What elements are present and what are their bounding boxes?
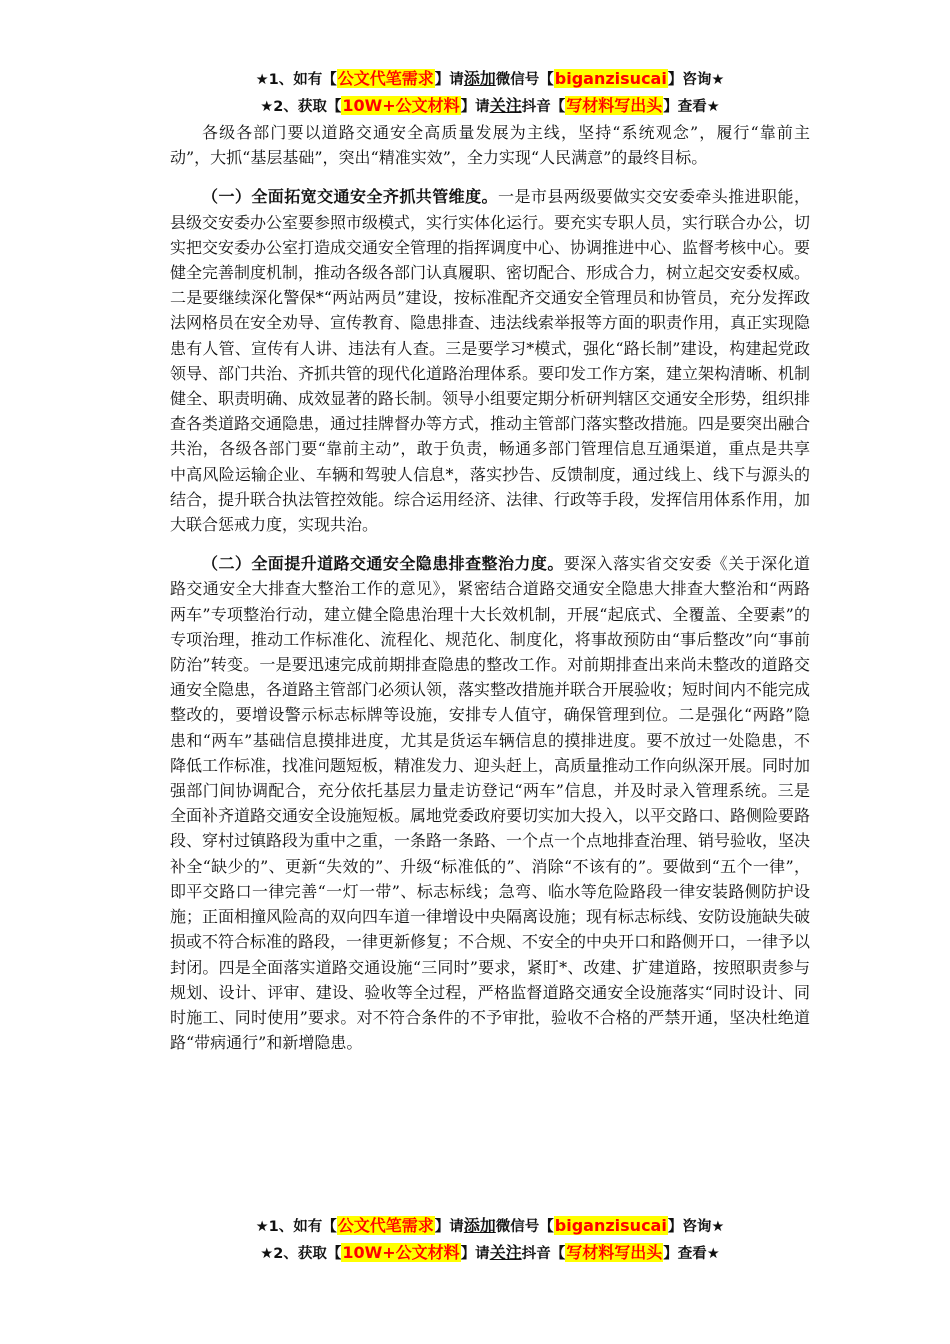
footer-promo-1-prefix: ★1、如有【 <box>255 1219 337 1235</box>
promo-1-mid: 】请 <box>434 72 464 88</box>
section-1-body: 一是市县两级要做实交安委牵头推进职能，县级交安委办公室要参照市级模式，实行实体化运行。要充实专职人员，实行联合办公，切实把交安委办公室打造成交通安全管理的指挥调度中心、协调推进中心、监督考核中心。要健全完善制度机制，推动各级各部门认真履职、密切配合、形成合力，树立起交安委权威。二是要继续深化警保*“两站两员”建设，按标准配齐交通安全管理员和协管员，充分发挥政法网格员在安全劝导、宣传教育、隐患排查、违法线索举报等方面的职责作用，真正实现隐患有人管、宣传有人讲、违法有人查。三是要学习*模式，强化“路长制”建设，构建起党政领导、部门共治、齐抓共管的现代化道路治理体系。要印发工作方案，建立架构清晰、机制健全、职责明确、成效显著的路长制。领导小组要定期分析研判辖区交通安全形势，组织排查各类道路交通隐患，通过挂牌督办等方式，推动主管部门落实整改措施。四是要突出融合共治，各级各部门要“靠前主动”，敢于负责，畅通多部门管理信息互通渠道，重点是共享中高风险运输企业、车辆和驾驶人信息*，落实抄告、反馈制度，通过线上、线下与源头的结合，提升联合执法管控效能。综合运用经济、法律、行政等手段，发挥信用体系作用，加大联合惩戒力度，实现共治。 <box>170 187 811 535</box>
promo-2-mid2: 抖音【 <box>521 99 566 115</box>
section-2-heading: （二）全面提升道路交通安全隐患排查整治力度。 <box>202 554 564 574</box>
promo-1-emphasis: 添加 <box>463 69 496 88</box>
footer-promo-1-highlight-service: 公文代笔需求 <box>337 1216 434 1235</box>
promo-1-prefix: ★1、如有【 <box>255 72 337 88</box>
footer-promo-2-suffix: 】查看★ <box>663 1246 720 1262</box>
promo-line-2 <box>170 93 810 120</box>
promo-2-prefix: ★2、获取【 <box>260 99 342 115</box>
footer-promo-2-mid2: 抖音【 <box>521 1246 566 1262</box>
section-1-paragraph <box>170 184 810 537</box>
section-2-paragraph <box>170 551 810 1055</box>
footer-promo-1-mid: 】请 <box>434 1219 464 1235</box>
footer-promo-line-1 <box>170 1213 810 1240</box>
footer-promo-2-prefix: ★2、获取【 <box>260 1246 342 1262</box>
section-1-heading: （一）全面拓宽交通安全齐抓共管维度。 <box>202 187 498 207</box>
document-page <box>170 66 810 1055</box>
promo-1-mid2: 微信号【 <box>495 72 554 88</box>
footer-promo-2-mid: 】请 <box>460 1246 490 1262</box>
promo-1-wechat-id: biganzisucai <box>554 69 667 88</box>
promo-2-mid: 】请 <box>460 99 490 115</box>
promo-1-highlight-service: 公文代笔需求 <box>337 69 434 88</box>
promo-2-highlight-materials: 10W+公文材料 <box>342 96 460 115</box>
promo-2-emphasis: 关注 <box>489 96 522 115</box>
footer-promo-1-emphasis: 添加 <box>463 1216 496 1235</box>
footer-promo-2-emphasis: 关注 <box>489 1243 522 1262</box>
footer-promo-2-highlight-materials: 10W+公文材料 <box>342 1243 460 1262</box>
footer-promo-2-douyin-id: 写材料写出头 <box>566 1243 663 1262</box>
promo-2-suffix: 】查看★ <box>663 99 720 115</box>
footer-promo-1-mid2: 微信号【 <box>495 1219 554 1235</box>
footer-promo-1-suffix: 】咨询★ <box>667 1219 725 1235</box>
promo-1-suffix: 】咨询★ <box>667 72 725 88</box>
footer-promo <box>170 1213 810 1267</box>
footer-promo-line-2 <box>170 1240 810 1267</box>
intro-paragraph: 各级各部门要以道路交通安全高质量发展为主线，坚持“系统观念”，履行“靠前主动”，大抓“基层基础”，突出“精准实效”，全力实现“人民满意”的最终目标。 <box>170 123 810 168</box>
promo-2-douyin-id: 写材料写出头 <box>566 96 663 115</box>
footer-promo-1-wechat-id: biganzisucai <box>554 1216 667 1235</box>
promo-line-1 <box>170 66 810 93</box>
section-2-body: 要深入落实省交安委《关于深化道路交通安全大排查大整治工作的意见》，紧密结合道路交通安全隐患大排查大整治和“两路两车”专项整治行动，建立健全隐患治理十大长效机制，开展“起底式、全覆盖、全要素”的专项治理，推动工作标准化、流程化、规范化、制度化，将事故预防由“事后整改”向“事前防治”转变。一是要迅速完成前期排查隐患的整改工作。对前期排查出来尚未整改的道路交通安全隐患，各道路主管部门必须认领，落实整改措施并联合开展验收；短时间内不能完成整改的，要增设警示标志标牌等设施，安排专人值守，确保管理到位。二是强化“两路”隐患和“两车”基础信息摸排进度，尤其是货运车辆信息的摸排进度。要不放过一处隐患，不降低工作标准，找准问题短板，精准发力、迎头赶上，高质量推动工作向纵深开展。同时加强部门间协调配合，充分依托基层力量走访登记“两车”信息，并及时录入管理系统。三是全面补齐道路交通安全设施短板。属地党委政府要切实加大投入，以平交路口、路侧险要路段、穿村过镇路段为重中之重，一条路一条路、一个点一个点地排查治理、销号验收，坚决补全“缺少的”、更新“失效的”、升级“标准低的”、消除“不该有的”。要做到“五个一律”，即平交路口一律完善“一灯一带”、标志标线；急弯、临水等危险路段一律安装路侧防护设施；正面相撞风险高的双向四车道一律增设中央隔离设施；现有标志标线、安防设施缺失破损或不符合标准的路段，一律更新修复；不合规、不安全的中央开口和路侧开口，一律予以封闭。四是全面落实道路交通设施“三同时”要求，紧盯*、改建、扩建道路，按照职责参与规划、设计、评审、建设、验收等全过程，严格监督道路交通安全设施落实“同时设计、同时施工、同时使用”要求。对不符合条件的不予审批，验收不合格的严禁开通，坚决杜绝道路“带病通行”和新增隐患。 <box>170 554 811 1053</box>
